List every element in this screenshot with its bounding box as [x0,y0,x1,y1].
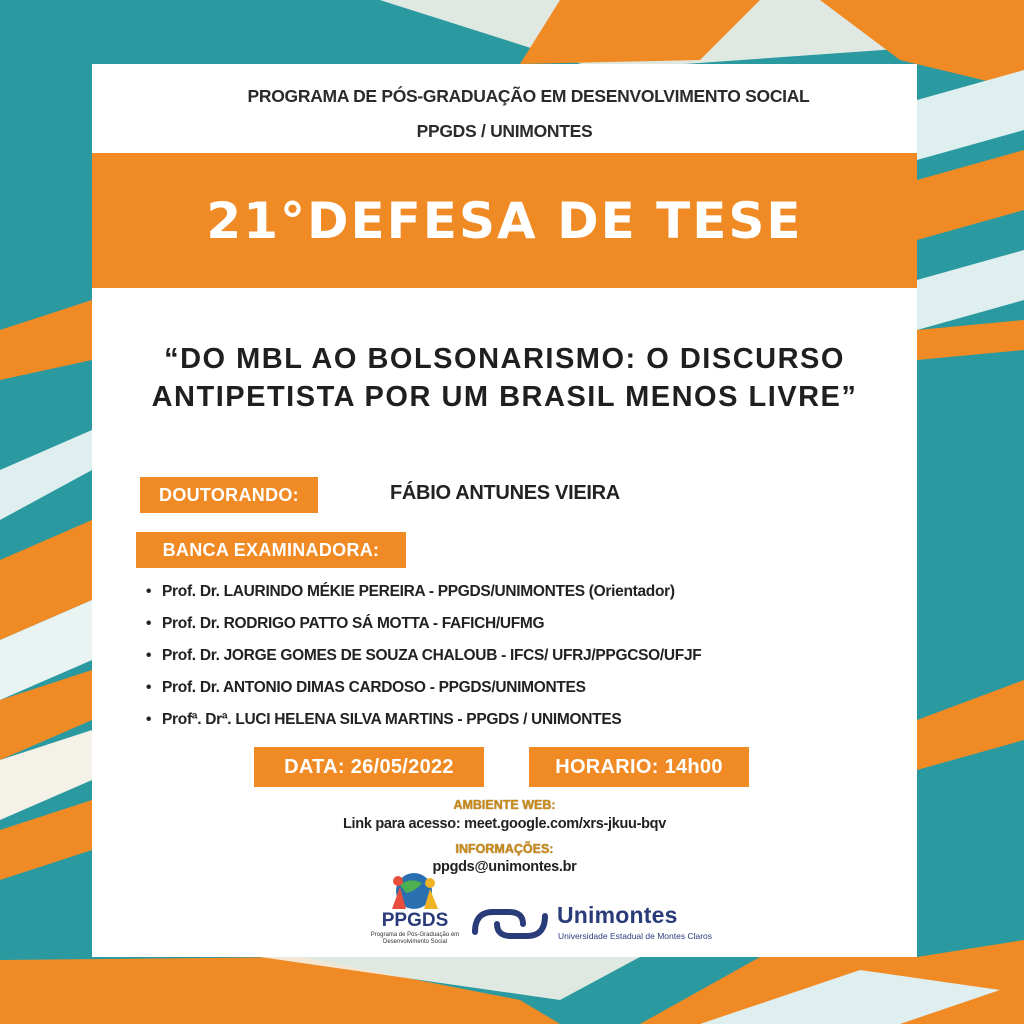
unimontes-logo-icon [469,904,551,944]
program-acronym: PPGDS / UNIMONTES [416,121,593,141]
committee-member: Profª. Drª. LUCI HELENA SILVA MARTINS - PPGDS / UNIMONTES [162,711,622,728]
ppgds-subtitle: Programa de Pós-Graduação em Desenvolvimento Social [370,932,460,945]
committee-member: Prof. Dr. ANTONIO DIMAS CARDOSO - PPGDS/UNIMONTES [162,679,586,696]
university-name: Unimontes [557,902,678,928]
web-label: AMBIENTE WEB: [453,798,556,812]
university-subtitle: Universidade Estadual de Montes Claros [558,931,713,941]
poster-card [92,64,917,957]
committee-list [146,581,701,741]
banner-title: 21°DEFESA DE TESE [206,191,803,250]
list-item: • Prof. Dr. ANTONIO DIMAS CARDOSO - PPGDS/UNIMONTES [146,679,586,696]
program-name: PROGRAMA DE PÓS-GRADUAÇÃO EM DESENVOLVIMENTO SOCIAL [247,86,810,106]
candidate-label: DOUTORANDO: [140,477,318,513]
committee-label: BANCA EXAMINADORA: [136,532,406,568]
committee-member: Prof. Dr. JORGE GOMES DE SOUZA CHALOUB - IFCS/ UFRJ/PPGCSO/UFJF [162,647,702,664]
meeting-link[interactable]: Link para acesso: meet.google.com/xrs-jkuu-bqv [342,816,666,832]
title-banner [92,153,917,288]
list-item: • Profª. Drª. LUCI HELENA SILVA MARTINS - PPGDS / UNIMONTES [146,711,622,728]
thesis-title: “DO MBL AO BOLSONARISMO: O DISCURSO ANTIPETISTA POR UM BRASIL MENOS LIVRE” [151,343,858,413]
time-badge: HORARIO: 14h00 [529,747,749,787]
ppgds-name: PPGDS [381,910,449,931]
contact-email[interactable]: ppgds@unimontes.br [432,859,577,875]
list-item: • Prof. Dr. RODRIGO PATTO SÁ MOTTA - FAFICH/UFMG [146,615,545,632]
candidate-name: FÁBIO ANTUNES VIEIRA [390,482,620,504]
committee-member: Prof. Dr. RODRIGO PATTO SÁ MOTTA - FAFICH/UFMG [162,615,545,632]
list-item: • Prof. Dr. JORGE GOMES DE SOUZA CHALOUB - IFCS/ UFRJ/PPGCSO/UFJF [146,647,702,664]
committee-member: Prof. Dr. LAURINDO MÉKIE PEREIRA - PPGDS/UNIMONTES (Orientador) [162,583,675,600]
info-label: INFORMAÇÕES: [455,842,554,856]
date-badge: DATA: 26/05/2022 [254,747,484,787]
list-item: • Prof. Dr. LAURINDO MÉKIE PEREIRA - PPGDS/UNIMONTES (Orientador) [146,583,675,600]
